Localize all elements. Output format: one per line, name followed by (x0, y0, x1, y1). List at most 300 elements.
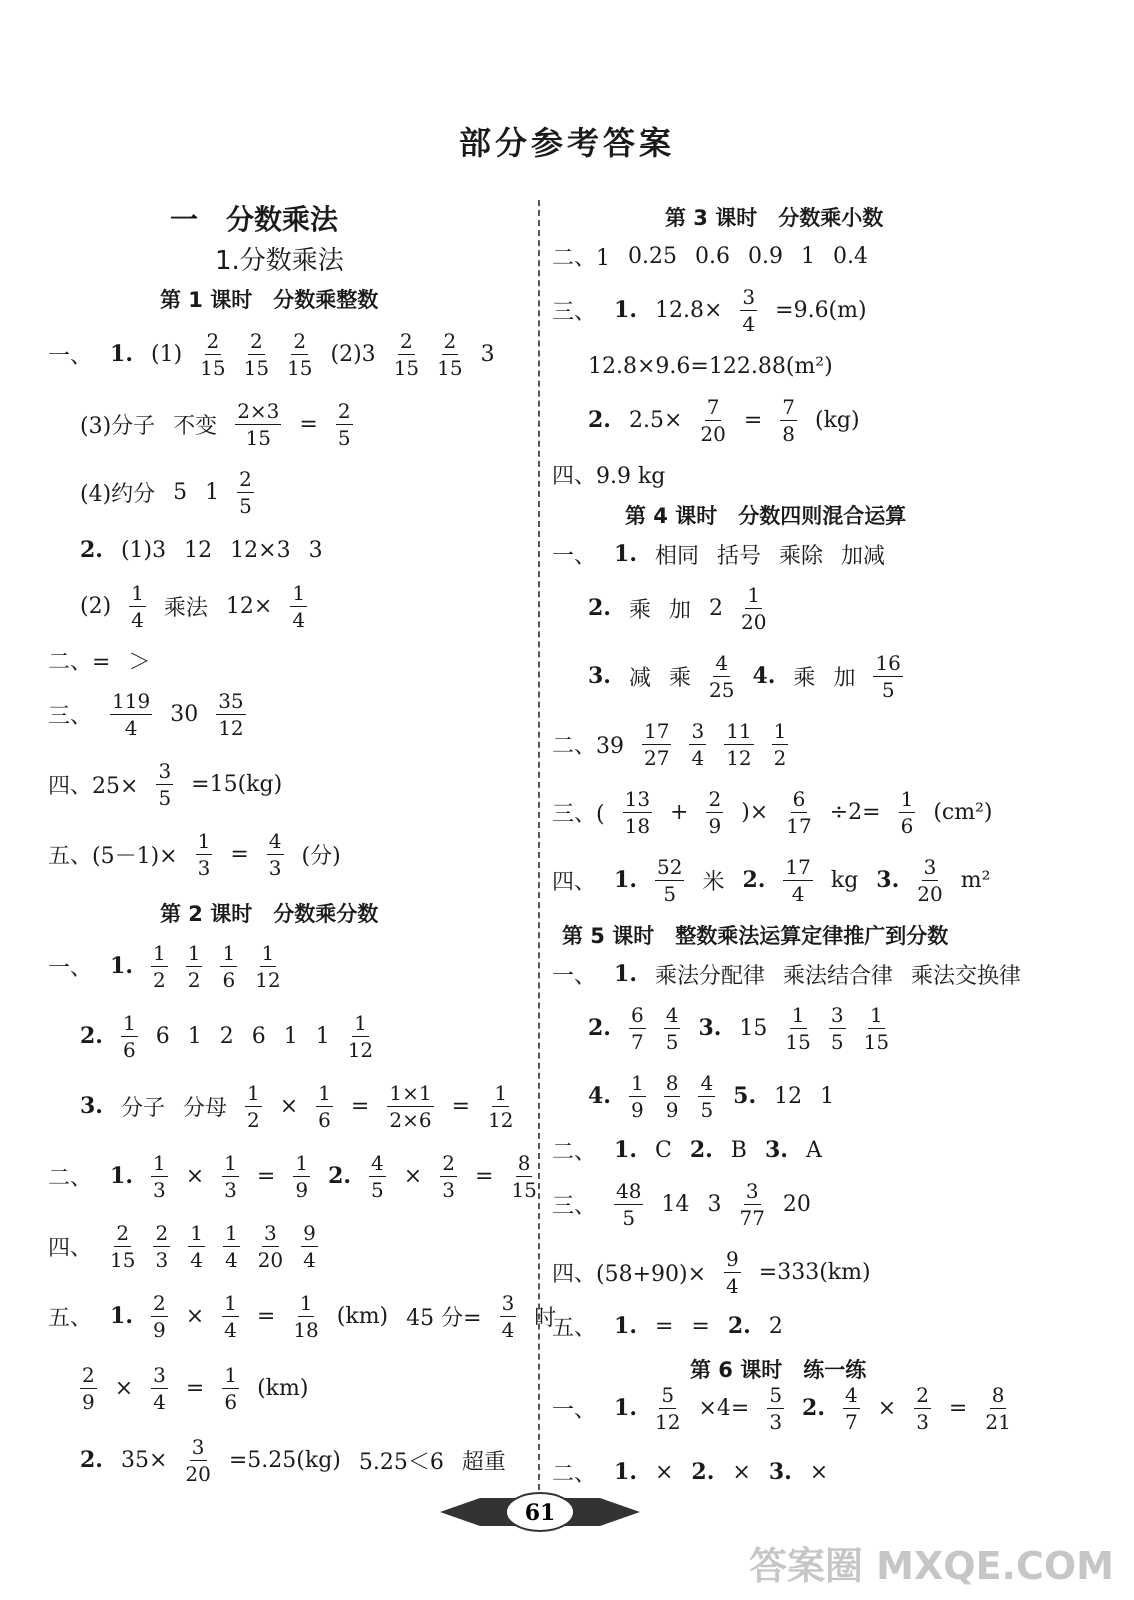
fraction (689, 718, 706, 770)
numerator: 1 (295, 1150, 309, 1175)
denominator: 15 (437, 355, 463, 380)
denominator: 6 (224, 1389, 238, 1414)
answer-text: + (670, 799, 689, 825)
answer-text: 2. (328, 1163, 352, 1189)
denominator: 9 (295, 1177, 309, 1202)
denominator: 3 (268, 855, 282, 880)
answer-line (552, 712, 806, 776)
denominator: 4 (791, 881, 805, 906)
answer-text: 四、 (552, 869, 597, 895)
fraction (245, 1080, 262, 1132)
denominator: 4 (742, 311, 756, 336)
answer-text: 减 (628, 665, 651, 691)
numerator: 1 (222, 940, 236, 965)
numerator: 1 (791, 1002, 805, 1027)
answer-text: 1 (315, 1023, 330, 1049)
answer-line (48, 1214, 336, 1278)
fraction (222, 1150, 239, 1202)
answer-text: 1. (614, 297, 637, 323)
fraction (739, 1178, 765, 1230)
answer-text: 2. (727, 1313, 751, 1339)
answer-text: 乘 (668, 665, 691, 691)
answer-text: 2. (80, 537, 103, 563)
numerator: 1 (292, 580, 306, 605)
answer-text: 1. (110, 1163, 133, 1189)
answer-text: 2. (588, 407, 611, 433)
answer-text: 2. (691, 1459, 715, 1485)
fraction (293, 1150, 310, 1202)
answer-text: 1 (187, 1023, 202, 1049)
answer-text: 5.25＜6 (358, 1449, 444, 1475)
answer-line (80, 460, 272, 524)
numerator: 1 (900, 786, 914, 811)
answer-text: = (474, 1163, 494, 1189)
answer-text: 分子 (120, 1095, 165, 1121)
denominator: 15 (245, 425, 272, 450)
denominator: 4 (224, 1317, 237, 1342)
numerator: 119 (112, 688, 151, 713)
denominator: 15 (785, 1029, 811, 1054)
denominator: 4 (224, 1247, 238, 1272)
answer-text: (cm²) (933, 799, 993, 825)
answer-text: (2) (80, 593, 112, 619)
section-heading: 第 4 课时 分数四则混合运算 (625, 504, 907, 528)
denominator: 25 (709, 677, 735, 702)
numerator: 2 (400, 328, 413, 353)
numerator: 1 (494, 1080, 508, 1105)
denominator: 7 (845, 1409, 858, 1434)
denominator: 12 (488, 1107, 514, 1132)
denominator: 5 (700, 1097, 714, 1122)
denominator: 4 (292, 607, 306, 632)
answer-text: (1)3 (120, 537, 167, 563)
numerator: 1 (630, 1070, 644, 1095)
answer-text: = (451, 1093, 470, 1119)
answer-line (552, 278, 885, 342)
answer-line (80, 1004, 391, 1068)
answer-text: 四、9.9 kg (552, 463, 666, 489)
answer-line (48, 322, 513, 386)
answer-text: 2 (768, 1313, 783, 1339)
denominator: 5 (371, 1177, 384, 1202)
numerator: 48 (616, 1178, 642, 1203)
denominator: 8 (782, 421, 796, 446)
answer-text: 6 (155, 1023, 170, 1049)
fraction (741, 582, 767, 634)
fraction (237, 466, 254, 518)
fraction (629, 1070, 646, 1122)
answer-text: 1. (614, 1459, 637, 1485)
answer-text: 4. (752, 663, 776, 689)
answer-line (48, 822, 359, 886)
answer-text: =15(kg) (191, 771, 283, 797)
answer-text: 一、 (552, 963, 597, 989)
answer-line (80, 518, 341, 582)
fraction (914, 1382, 931, 1434)
fraction (786, 786, 812, 838)
denominator: 2×6 (389, 1107, 432, 1132)
denominator: 5 (665, 1029, 679, 1054)
answer-text: 三、 (552, 299, 597, 325)
numerator: 1 (224, 1150, 237, 1175)
fraction (772, 718, 789, 770)
answer-text: = (691, 1313, 710, 1339)
numerator: 2 (916, 1382, 929, 1407)
denominator: 4 (691, 745, 705, 770)
denominator: 5 (622, 1205, 636, 1230)
answer-text: 二、= (48, 649, 111, 675)
answer-text: = (230, 841, 249, 867)
answer-line (552, 442, 683, 506)
answer-text: 0.6 (694, 243, 730, 269)
answer-text: × (654, 1459, 674, 1485)
fraction (783, 854, 812, 906)
numerator: 1×1 (389, 1080, 432, 1105)
fraction (316, 1080, 333, 1132)
numerator: 1 (354, 1010, 367, 1035)
denominator: 9 (152, 1317, 166, 1342)
answer-text: 3. (764, 1137, 788, 1163)
page-number-banner (440, 1490, 640, 1534)
answer-text: =5.25(kg) (228, 1447, 341, 1473)
fraction (151, 1150, 168, 1202)
fraction (655, 854, 684, 906)
answer-text: 三、 (552, 1193, 597, 1219)
answer-text: × (279, 1093, 299, 1119)
numerator: 1 (318, 1080, 331, 1105)
fraction (387, 1080, 433, 1132)
answer-text: 45 分= (406, 1305, 482, 1331)
numerator: 13 (624, 786, 651, 811)
fraction (222, 1290, 239, 1342)
fraction (293, 1290, 319, 1342)
numerator: 1 (122, 1010, 136, 1035)
answer-text: (km) (336, 1303, 389, 1329)
numerator: 2 (443, 328, 457, 353)
answer-text: 2. (80, 1023, 103, 1049)
denominator: 6 (122, 1037, 136, 1062)
answer-text: kg (830, 867, 859, 893)
numerator: 17 (785, 854, 811, 879)
answer-text: 12×3 (230, 537, 291, 563)
denominator: 12 (347, 1037, 374, 1062)
answer-text: 1 (205, 479, 220, 505)
answer-text: 1. (614, 961, 637, 987)
answer-text: A (805, 1137, 822, 1163)
fraction (785, 1002, 811, 1054)
answer-text: 二、 (552, 1461, 597, 1487)
numerator: 5 (769, 1382, 783, 1407)
answer-text: 5 (173, 479, 188, 505)
denominator: 6 (900, 813, 914, 838)
fraction (664, 1070, 681, 1122)
fraction (843, 1382, 860, 1434)
numerator: 1 (247, 1080, 260, 1105)
answer-text: = (654, 1313, 674, 1339)
numerator: 7 (706, 394, 720, 419)
answer-text: 1. (614, 1137, 637, 1163)
numerator: 3 (501, 1290, 515, 1315)
answer-text: 1. (614, 541, 637, 567)
answer-text: 括号 (717, 543, 762, 569)
answer-text: 二、 (48, 1165, 93, 1191)
fraction (511, 1150, 537, 1202)
denominator: 20 (741, 609, 767, 634)
fraction (985, 1382, 1011, 1434)
answer-text: (2)3 (330, 341, 376, 367)
answer-text: 四、 (48, 1235, 93, 1261)
fraction (200, 328, 226, 380)
answer-text: 2.5× (628, 407, 683, 433)
numerator: 7 (782, 394, 796, 419)
denominator: 5 (881, 677, 895, 702)
answer-text: (kg) (815, 407, 860, 433)
fraction (257, 1220, 284, 1272)
denominator: 5 (239, 493, 252, 518)
numerator: 52 (656, 854, 683, 879)
denominator: 5 (663, 881, 677, 906)
numerator: 2 (708, 786, 722, 811)
numerator: 1 (190, 1220, 203, 1245)
answer-text: 乘法 (163, 595, 208, 621)
answer-text: 3. (698, 1015, 722, 1041)
answer-text: 二、1 (552, 245, 610, 271)
numerator: 4 (715, 650, 729, 675)
denominator: 12 (654, 1409, 681, 1434)
answer-line (552, 1294, 801, 1358)
denominator: 21 (985, 1409, 1011, 1434)
numerator: 1 (187, 940, 201, 965)
numerator: 11 (726, 718, 752, 743)
answer-line (80, 1356, 326, 1420)
answer-text: × (732, 1459, 751, 1485)
fraction (347, 1010, 374, 1062)
denominator: 3 (916, 1409, 929, 1434)
section-heading: 一 分数乘法 (170, 203, 339, 236)
answer-text: 乘法分配律 (654, 963, 765, 989)
answer-text: 三、( (552, 801, 605, 827)
denominator: 5 (830, 1029, 844, 1054)
answer-text: 3 (480, 341, 495, 367)
denominator: 20 (185, 1461, 211, 1486)
numerator: 4 (845, 1382, 858, 1407)
answer-text: 2 (219, 1023, 234, 1049)
fraction (188, 1220, 205, 1272)
numerator: 2 (116, 1220, 130, 1245)
fraction (196, 828, 213, 880)
denominator: 2 (187, 967, 201, 992)
answer-text: ÷2= (829, 799, 881, 825)
answer-text: 2 (709, 595, 723, 621)
answer-text: (1) (150, 341, 183, 367)
denominator: 15 (110, 1247, 136, 1272)
answer-text: 一、 (552, 1397, 597, 1423)
fraction (301, 1220, 318, 1272)
section-heading: 1.分数乘法 (215, 246, 344, 276)
answer-line (48, 752, 300, 816)
answer-text: = (185, 1375, 205, 1401)
denominator: 15 (243, 355, 270, 380)
answer-text: (4)约分 (80, 481, 156, 507)
numerator: 6 (630, 1002, 644, 1027)
answer-text: 20 (782, 1191, 811, 1217)
answer-line (48, 934, 299, 998)
answer-text: )× (741, 799, 769, 825)
numerator: 1 (869, 1002, 883, 1027)
section-heading: 第 1 课时 分数乘整数 (160, 288, 379, 312)
denominator: 27 (644, 745, 670, 770)
fraction (151, 1290, 168, 1342)
fraction (724, 1246, 741, 1298)
fraction (151, 1362, 168, 1414)
numerator: 4 (665, 1002, 679, 1027)
fraction (223, 1220, 240, 1272)
section-heading: 第 3 课时 分数乘小数 (665, 206, 884, 230)
answer-text: 四、(58+90)× (552, 1261, 707, 1287)
numerator: 16 (875, 650, 901, 675)
fraction (110, 688, 152, 740)
denominator: 9 (665, 1097, 679, 1122)
answer-text: 分母 (182, 1095, 227, 1121)
answer-text: ×4= (698, 1395, 750, 1421)
answer-text: 米 (702, 869, 725, 895)
denominator: 4 (131, 607, 144, 632)
answer-text: × (114, 1375, 134, 1401)
answer-line (48, 1284, 574, 1348)
answer-text: 1. (110, 341, 133, 367)
answer-text: = (743, 407, 763, 433)
fraction (129, 580, 146, 632)
fraction (222, 1362, 239, 1414)
answer-text: × (185, 1163, 205, 1189)
answer-text: 2. (802, 1395, 826, 1421)
fraction (706, 786, 723, 838)
answer-text: (km) (257, 1375, 309, 1401)
answer-text: 12 (774, 1083, 803, 1109)
numerator: 1 (152, 940, 166, 965)
fraction (216, 688, 245, 740)
answer-text: 3. (588, 663, 611, 689)
answer-text: = (256, 1303, 276, 1329)
answer-text: 五、(5－1)× (48, 843, 178, 869)
numerator: 3 (830, 1002, 844, 1027)
fraction (440, 1150, 457, 1202)
fraction (629, 1002, 646, 1054)
denominator: 18 (624, 813, 651, 838)
answer-line (48, 1144, 555, 1208)
denominator: 4 (726, 1273, 739, 1298)
fraction (110, 1220, 136, 1272)
answer-line (552, 1172, 829, 1236)
denominator: 15 (393, 355, 420, 380)
answer-text: × (877, 1395, 897, 1421)
answer-text: 一、 (48, 343, 93, 369)
denominator: 5 (158, 785, 172, 810)
numerator: 4 (700, 1070, 714, 1095)
fraction (156, 758, 173, 810)
answer-text: 相同 (654, 543, 699, 569)
answer-text: 14 (661, 1191, 690, 1217)
fraction (780, 394, 797, 446)
numerator: 1 (131, 580, 144, 605)
answer-text: = (256, 1163, 276, 1189)
answer-line (80, 392, 371, 456)
answer-text: 4. (588, 1083, 611, 1109)
denominator: 15 (200, 355, 226, 380)
answer-text: 5. (733, 1083, 757, 1109)
answer-text: 12 (184, 537, 213, 563)
answer-text: C (654, 1137, 672, 1163)
watermark: 答案圈 MXQE.COM (748, 1544, 1114, 1588)
numerator: 2 (82, 1362, 95, 1387)
answer-text: 一、 (48, 955, 93, 981)
numerator: 9 (303, 1220, 316, 1245)
denominator: 2 (152, 967, 166, 992)
fraction (724, 718, 753, 770)
answer-text: 2. (588, 1015, 611, 1041)
numerator: 4 (371, 1150, 384, 1175)
denominator: 5 (337, 425, 351, 450)
numerator: 2 (293, 328, 307, 353)
numerator: 3 (923, 854, 937, 879)
answer-text: 加 (833, 665, 856, 691)
answer-text: 2. (742, 867, 766, 893)
answer-line (80, 1428, 524, 1492)
fraction (863, 1002, 890, 1054)
answer-text: 加 (668, 597, 691, 623)
denominator: 9 (82, 1389, 95, 1414)
denominator: 7 (630, 1029, 644, 1054)
answer-line (588, 644, 921, 708)
answer-text: 乘法结合律 (783, 963, 894, 989)
answer-text: (分) (301, 843, 341, 869)
fraction (873, 650, 902, 702)
answer-text: 1. (614, 1313, 637, 1339)
denominator: 3 (224, 1177, 237, 1202)
denominator: 20 (700, 421, 726, 446)
fraction (700, 394, 726, 446)
numerator: 2 (337, 398, 351, 423)
fraction (235, 398, 281, 450)
answer-line (552, 848, 1008, 912)
denominator: 4 (190, 1247, 203, 1272)
answer-text: = (350, 1093, 370, 1119)
fraction (698, 1070, 715, 1122)
answer-text: 1. (110, 953, 133, 979)
denominator: 18 (293, 1317, 319, 1342)
fraction (623, 786, 652, 838)
numerator: 3 (691, 718, 705, 743)
answer-text: 二、 (552, 1139, 597, 1165)
answer-line (588, 996, 907, 1060)
column-divider (538, 200, 540, 1490)
answer-line (552, 780, 1010, 844)
answer-text: 3. (768, 1459, 792, 1485)
answer-text: 3. (876, 867, 900, 893)
fraction (917, 854, 943, 906)
numerator: 8 (665, 1070, 679, 1095)
numerator: 2 (152, 1290, 166, 1315)
denominator: 2 (247, 1107, 260, 1132)
denominator: 15 (511, 1177, 537, 1202)
answer-text: 1 (820, 1083, 835, 1109)
fraction (287, 328, 313, 380)
answer-text: 不变 (173, 413, 218, 439)
answer-text: 1. (614, 1395, 637, 1421)
answer-text: = (948, 1395, 968, 1421)
answer-text: 一、 (552, 543, 597, 569)
answer-text: 乘 (793, 665, 816, 691)
